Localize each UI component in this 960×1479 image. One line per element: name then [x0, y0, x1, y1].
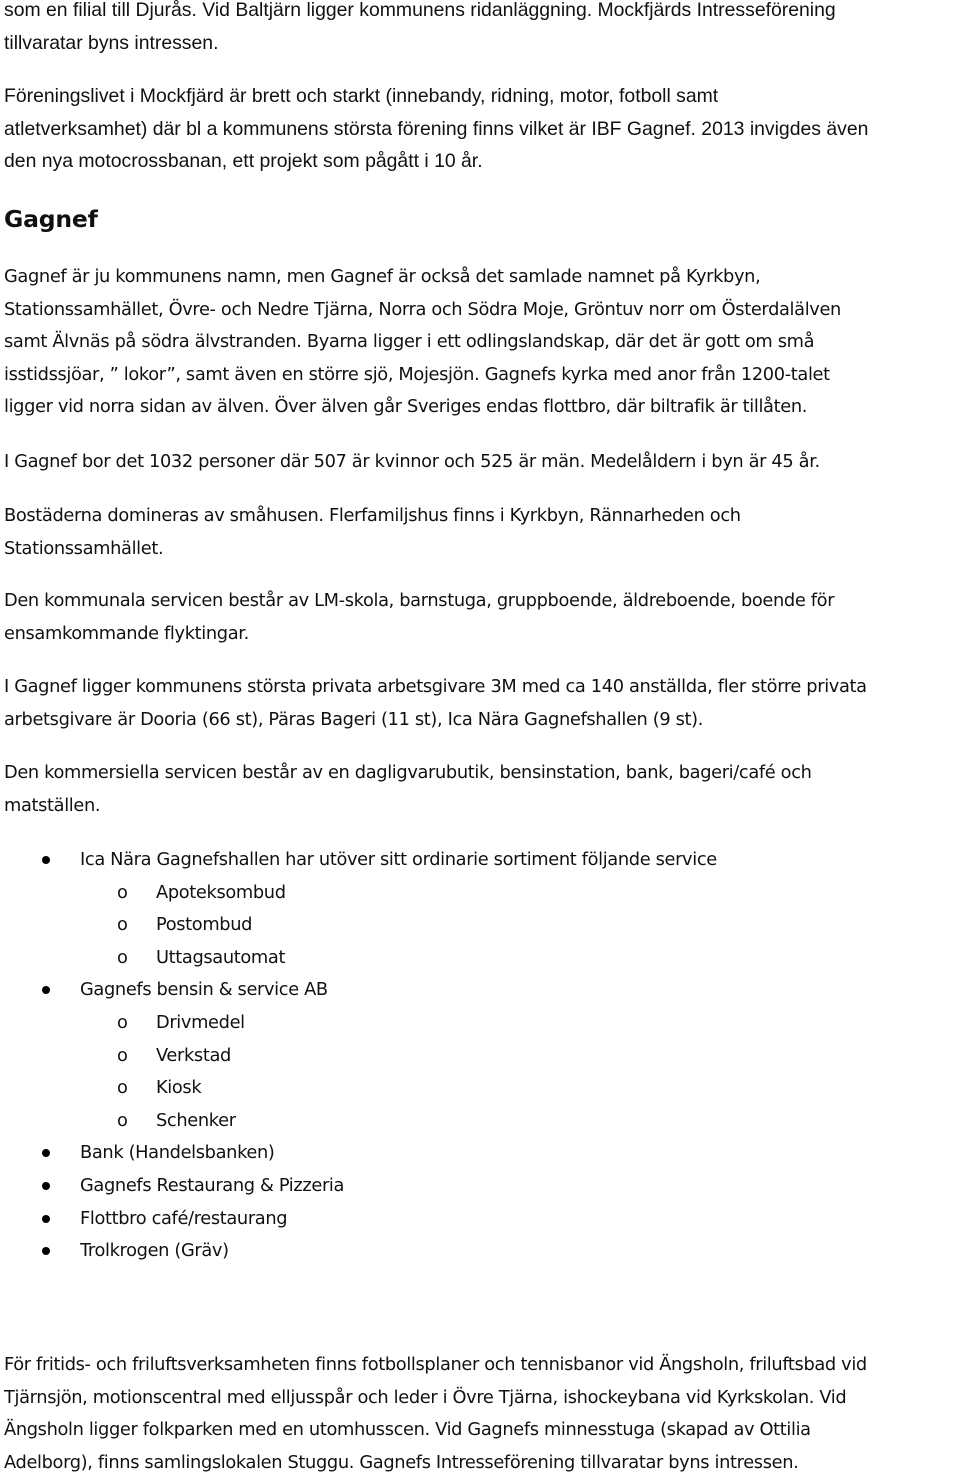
- list-item: [4, 1235, 956, 1268]
- sub-list-item-label: Verkstad: [156, 1044, 231, 1066]
- sub-list-item: [4, 1072, 956, 1105]
- text-line: Bostäderna domineras av småhusen. Flerfamiljshus finns i Kyrkbyn, Rännarheden och: [4, 505, 741, 526]
- sub-list-item: [4, 1007, 956, 1040]
- paragraph-commercial-service: [4, 757, 956, 822]
- sub-list-item-label: Uttagsautomat: [156, 946, 286, 968]
- list-item-label: Flottbro café/restaurang: [80, 1207, 288, 1229]
- text-line: Ängsholn ligger folkparken med en utomhusscen. Vid Gagnefs minnesstuga (skapad av Ottilia: [4, 1419, 811, 1441]
- text-line: Den kommunala servicen består av LM-skola, barnstuga, gruppboende, äldreboende, boende för: [4, 590, 835, 611]
- intro-paragraph-2: [4, 80, 956, 178]
- sub-bullet-icon: o: [117, 881, 128, 903]
- bullet-icon: [42, 986, 50, 994]
- text-line: tillvaratar byns intressen.: [4, 31, 219, 54]
- bullet-icon: [42, 1215, 50, 1223]
- paragraph-housing: [4, 500, 956, 565]
- sub-list-item: [4, 1040, 956, 1073]
- list-item-label: Trolkrogen (Gräv): [80, 1240, 229, 1262]
- text-line: isstidssjöar, ” lokor”, samt även en större sjö, Mojesjön. Gagnefs kyrka med anor från 1200-talet: [4, 363, 830, 385]
- bullet-icon: [42, 1149, 50, 1157]
- sub-list-item: [4, 909, 956, 942]
- text-line: Tjärnsjön, motionscentral med elljusspår och leder i Övre Tjärna, ishockeybana vid Kyrkskolan. Vid: [4, 1386, 847, 1408]
- sub-list-item-label: Kiosk: [156, 1077, 202, 1099]
- text-line: Stationssamhället, Övre- och Nedre Tjärna, Norra och Södra Moje, Gröntuv norr om Österdalälven: [4, 298, 841, 320]
- sub-bullet-icon: o: [117, 914, 128, 936]
- list-item-label: Ica Nära Gagnefshallen har utöver sitt ordinarie sortiment följande service: [80, 849, 717, 870]
- sub-bullet-icon: o: [117, 1077, 128, 1099]
- sub-bullet-icon: o: [117, 946, 128, 968]
- text-line: I Gagnef bor det 1032 personer där 507 är kvinnor och 525 är män. Medelåldern i byn är 45 år.: [4, 451, 820, 472]
- sub-list: [80, 1007, 956, 1137]
- text-line: Den kommersiella servicen består av en dagligvarubutik, bensinstation, bank, bageri/café och: [4, 762, 812, 783]
- text-line: ensamkommande flyktingar.: [4, 622, 249, 644]
- paragraph-municipal-service: [4, 585, 956, 650]
- paragraph-description: [4, 261, 956, 424]
- list-item-label: Gagnefs bensin & service AB: [80, 979, 328, 1001]
- text-line: Gagnef är ju kommunens namn, men Gagnef är också det samlade namnet på Kyrkbyn,: [4, 266, 761, 287]
- list-item: [4, 1137, 956, 1170]
- text-line: arbetsgivare är Dooria (66 st), Päras Bageri (11 st), Ica Nära Gagnefshallen (9 st).: [4, 708, 704, 730]
- list-item-label: Bank (Handelsbanken): [80, 1142, 275, 1164]
- list-item: [4, 1203, 956, 1236]
- text-line: matställen.: [4, 794, 101, 816]
- sub-list-item-label: Schenker: [156, 1109, 236, 1131]
- sub-list-item-label: Apoteksombud: [156, 881, 286, 903]
- sub-list-item: [4, 942, 956, 975]
- list-item: [4, 1170, 956, 1203]
- text-line: ligger vid norra sidan av älven. Över älven går Sveriges endas flottbro, där biltrafik är tillåten.: [4, 396, 808, 418]
- text-line: samt Älvnäs på södra älvstranden. Byarna ligger i ett odlingslandskap, där det är gott om små: [4, 331, 815, 353]
- text-line: Föreningslivet i Mockfjärd är brett och starkt (innebandy, ridning, motor, fotboll samt: [4, 85, 719, 107]
- sub-list-item-label: Postombud: [156, 914, 253, 936]
- paragraph-population: [4, 446, 956, 479]
- list-item: [4, 844, 956, 974]
- sub-list-item: [4, 1105, 956, 1138]
- sub-list-item-label: Drivmedel: [156, 1011, 245, 1033]
- intro-paragraph-1: [4, 0, 956, 59]
- text-line: som en filial till Djurås. Vid Baltjärn ligger kommunens ridanläggning. Mockfjärds Intresseförening: [4, 0, 836, 21]
- section-heading: Gagnef: [4, 205, 98, 233]
- sub-bullet-icon: o: [117, 1011, 128, 1033]
- paragraph-employers: [4, 671, 956, 736]
- bullet-icon: [42, 856, 50, 864]
- text-line: För fritids- och friluftsverksamheten finns fotbollsplaner och tennisbanor vid Ängsholn, friluftsbad vid: [4, 1354, 867, 1375]
- text-line: I Gagnef ligger kommunens största privata arbetsgivare 3M med ca 140 anställda, fler större privata: [4, 676, 867, 697]
- bullet-icon: [42, 1182, 50, 1190]
- sub-list: [80, 877, 956, 975]
- paragraph-recreation: [4, 1349, 956, 1479]
- list-item: [4, 974, 956, 1137]
- text-line: den nya motocrossbanan, ett projekt som pågått i 10 år.: [4, 150, 483, 173]
- text-line: Stationssamhället.: [4, 537, 164, 559]
- text-line: atletverksamhet) där bl a kommunens största förening finns vilket är IBF Gagnef. 2013 invigdes även: [4, 117, 869, 140]
- list-item-label: Gagnefs Restaurang & Pizzeria: [80, 1174, 345, 1196]
- services-list: [4, 844, 956, 1268]
- text-line: Adelborg), finns samlingslokalen Stuggu. Gagnefs Intresseförening tillvaratar byns intressen.: [4, 1451, 799, 1473]
- sub-bullet-icon: o: [117, 1044, 128, 1066]
- bullet-icon: [42, 1247, 50, 1255]
- sub-list-item: [4, 877, 956, 910]
- sub-bullet-icon: o: [117, 1109, 128, 1131]
